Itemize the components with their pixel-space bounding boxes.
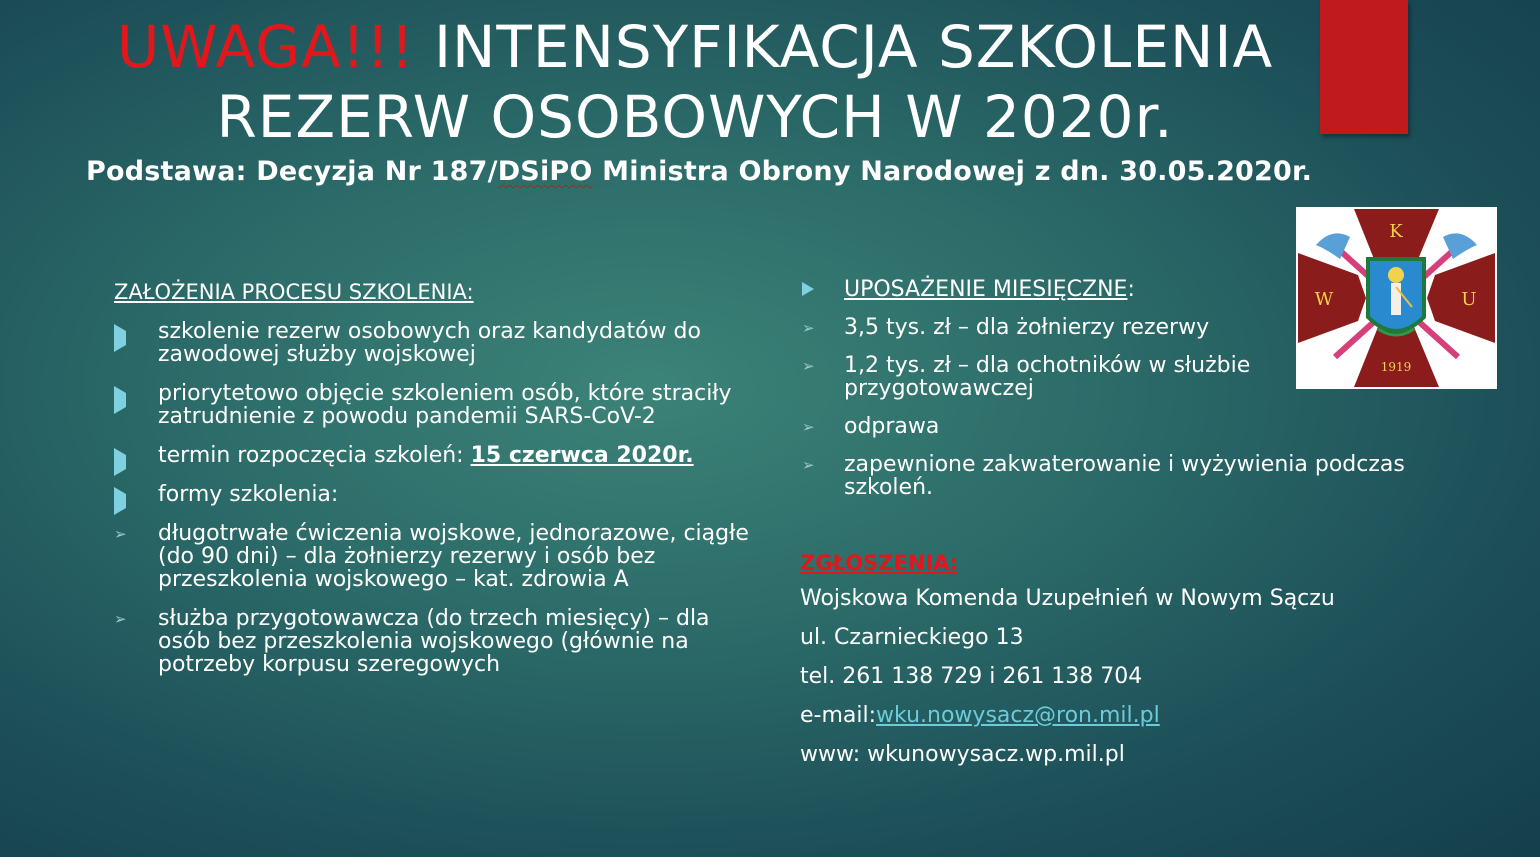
chevron-bullet-icon: ➢: [114, 525, 127, 543]
contact-www: www: wkunowysacz.wp.mil.pl: [800, 742, 1125, 767]
list-item: ➢ 1,2 tys. zł – dla ochotników w służbie przygotowawczej: [802, 353, 1251, 401]
left-column: [114, 280, 754, 676]
contact-address: ul. Czarnieckiego 13: [800, 625, 1024, 650]
spell-marked-word: DSiPO: [497, 156, 593, 187]
chevron-bullet-icon: ➢: [114, 610, 127, 628]
logo-year: 1919: [1380, 360, 1412, 374]
logo-letter-w: W: [1314, 289, 1334, 310]
list-item: ➢ zapewnione zakwaterowanie i wyżywienia podczas szkoleń.: [802, 452, 1405, 500]
list-item: termin rozpoczęcia szkoleń: 15 czerwca 2020r.: [114, 444, 754, 467]
contact-phone: tel. 261 138 729 i 261 138 704: [800, 664, 1143, 689]
applications-heading: ZGŁOSZENIA:: [800, 551, 959, 575]
subtitle: Podstawa: Decyzja Nr 187/DSiPO Ministra Obrony Narodowej z dn. 30.05.2020r.: [86, 156, 1313, 187]
logo-letter-u: U: [1461, 289, 1477, 310]
triangle-bullet-icon: [114, 386, 140, 414]
list-item: priorytetowo objęcie szkoleniem osób, które straciły zatrudnienie z powodu pandemii SARS-CoV-2: [114, 382, 754, 428]
right-heading: UPOSAŻENIE MIESIĘCZNE: [844, 277, 1128, 302]
triangle-bullet-icon: [114, 324, 140, 352]
slide-title: [80, 12, 1310, 152]
chevron-bullet-icon: ➢: [802, 357, 815, 375]
list-item: formy szkolenia:: [114, 483, 754, 506]
chevron-bullet-icon: ➢: [802, 418, 815, 436]
logo-letter-k: K: [1389, 221, 1403, 242]
triangle-bullet-icon: [802, 282, 814, 296]
list-item: ➢ służba przygotowawcza (do trzech miesięcy) – dla osób bez przeszkolenia wojskowego (głównie na potrzeby korpusu szeregowych: [114, 606, 710, 677]
list-item: ➢ 3,5 tys. zł – dla żołnierzy rezerwy: [802, 315, 1210, 340]
chevron-bullet-icon: ➢: [802, 456, 815, 474]
alert-text: UWAGA!!!: [116, 13, 415, 81]
list-item: szkolenie rezerw osobowych oraz kandydatów do zawodowej służby wojskowej: [114, 320, 754, 366]
right-heading-row: UPOSAŻENIE MIESIĘCZNE:: [800, 278, 1490, 301]
contact-email-row: e-mail:wku.nowysacz@ron.mil.pl: [800, 703, 1160, 728]
email-link[interactable]: wku.nowysacz@ron.mil.pl: [876, 703, 1160, 728]
triangle-bullet-icon: [114, 487, 140, 515]
title-line2: REZERW OSOBOWYCH W 2020r.: [216, 83, 1174, 151]
right-column: [800, 278, 1490, 766]
left-heading: ZAŁOŻENIA PROCESU SZKOLENIA:: [114, 280, 474, 304]
title-rest: INTENSYFIKACJA SZKOLENIA: [433, 13, 1274, 81]
chevron-bullet-icon: ➢: [802, 319, 815, 337]
list-item: ➢ odprawa: [802, 414, 940, 439]
triangle-bullet-icon: [114, 448, 140, 476]
contact-office: Wojskowa Komenda Uzupełnień w Nowym Sączu: [800, 586, 1335, 611]
list-item: ➢ długotrwałe ćwiczenia wojskowe, jednorazowe, ciągłe (do 90 dni) – dla żołnierzy rezerwy i osób bez przeszkolenia wojskowego – kat. zdrowia A: [114, 521, 749, 592]
red-accent-tab: [1320, 0, 1408, 134]
start-date: 15 czerwca 2020r.: [470, 443, 694, 468]
